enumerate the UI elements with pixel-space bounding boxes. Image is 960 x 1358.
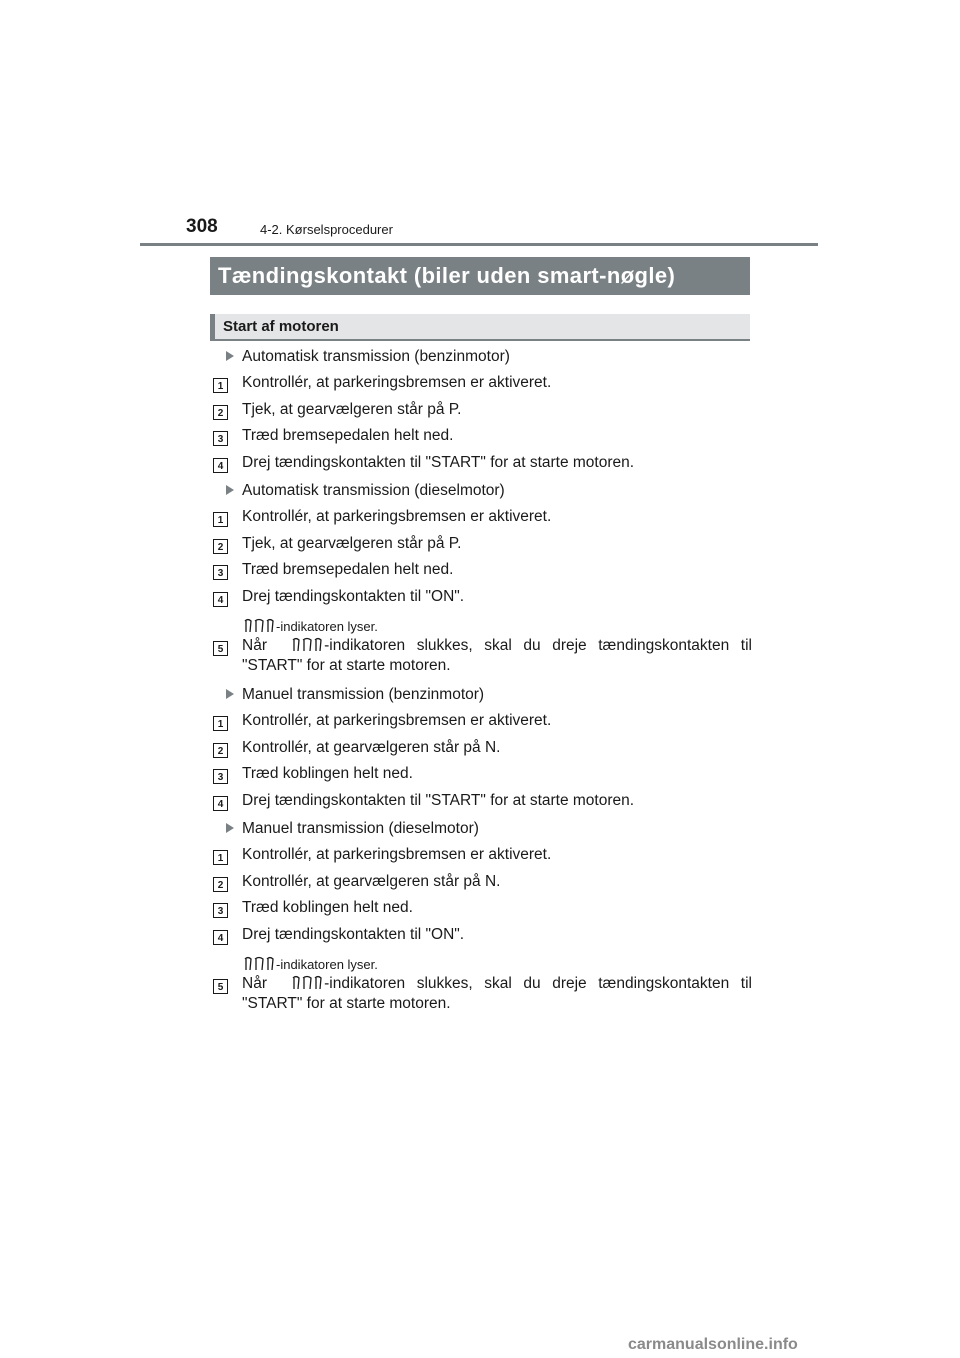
step-number: 3 bbox=[213, 431, 228, 446]
step-number: 4 bbox=[213, 930, 228, 945]
glow-plug-indicator-icon bbox=[290, 637, 324, 653]
page-number: 308 bbox=[186, 216, 218, 237]
step-item: 1 Kontrollér, at parkeringsbremsen er aktiveret. bbox=[212, 710, 752, 737]
glow-plug-indicator-icon bbox=[242, 618, 276, 634]
glow-plug-indicator-icon bbox=[290, 975, 324, 991]
step-number: 2 bbox=[213, 877, 228, 892]
page-header bbox=[0, 0, 960, 250]
triangle-bullet-icon bbox=[226, 351, 234, 361]
step-number: 4 bbox=[213, 458, 228, 473]
step-number: 1 bbox=[213, 850, 228, 865]
step-number: 2 bbox=[213, 743, 228, 758]
step-item: 1 Kontrollér, at parkeringsbremsen er aktiveret. bbox=[212, 372, 752, 399]
step-item: 2 Tjek, at gearvælgeren står på P. bbox=[212, 399, 752, 426]
group-heading: Manuel transmission (dieselmotor) bbox=[212, 817, 752, 844]
step-number: 1 bbox=[213, 512, 228, 527]
step-item: 1 Kontrollér, at parkeringsbremsen er aktiveret. bbox=[212, 506, 752, 533]
triangle-bullet-icon bbox=[226, 823, 234, 833]
step-item: 3 Træd bremsepedalen helt ned. bbox=[212, 559, 752, 586]
step-item: 5 Når -indikatoren slukkes, skal du dreje tændingskontakten til "START" for at starte motoren. bbox=[212, 973, 752, 1021]
step-number: 3 bbox=[213, 769, 228, 784]
glow-plug-indicator-icon bbox=[242, 956, 276, 972]
step-item: 4 Drej tændingskontakten til "ON". bbox=[212, 924, 752, 951]
step-item: 2 Kontrollér, at gearvælgeren står på N. bbox=[212, 737, 752, 764]
header-section: 4-2. Kørselsprocedurer bbox=[260, 222, 393, 237]
step-item: 2 Tjek, at gearvælgeren står på P. bbox=[212, 533, 752, 560]
step-item: 3 Træd koblingen helt ned. bbox=[212, 897, 752, 924]
triangle-bullet-icon bbox=[226, 485, 234, 495]
step-item: 5 Når -indikatoren slukkes, skal du dreje tændingskontakten til "START" for at starte motoren. bbox=[212, 635, 752, 683]
step-number: 3 bbox=[213, 565, 228, 580]
header-divider bbox=[140, 243, 818, 246]
step-item: 4 Drej tændingskontakten til "START" for at starte motoren. bbox=[212, 452, 752, 479]
step-number: 3 bbox=[213, 903, 228, 918]
indicator-note: -indikatoren lyser. bbox=[212, 613, 752, 635]
step-item: 3 Træd bremsepedalen helt ned. bbox=[212, 425, 752, 452]
step-number: 5 bbox=[213, 979, 228, 994]
group-heading: Automatisk transmission (dieselmotor) bbox=[212, 479, 752, 506]
indicator-note: -indikatoren lyser. bbox=[212, 951, 752, 973]
step-item: 4 Drej tændingskontakten til "ON". bbox=[212, 586, 752, 613]
step-number: 2 bbox=[213, 539, 228, 554]
step-item: 1 Kontrollér, at parkeringsbremsen er aktiveret. bbox=[212, 844, 752, 871]
watermark: carmanualsonline.info bbox=[628, 1336, 798, 1353]
group-heading: Manuel transmission (benzinmotor) bbox=[212, 683, 752, 710]
step-item: 2 Kontrollér, at gearvælgeren står på N. bbox=[212, 871, 752, 898]
step-number: 4 bbox=[213, 796, 228, 811]
step-number: 2 bbox=[213, 405, 228, 420]
subsection-heading: Start af motoren bbox=[210, 314, 750, 341]
step-number: 5 bbox=[213, 641, 228, 656]
group-heading: Automatisk transmission (benzinmotor) bbox=[212, 345, 752, 372]
triangle-bullet-icon bbox=[226, 689, 234, 699]
step-item: 3 Træd koblingen helt ned. bbox=[212, 763, 752, 790]
step-number: 1 bbox=[213, 378, 228, 393]
step-number: 4 bbox=[213, 592, 228, 607]
step-item: 4 Drej tændingskontakten til "START" for at starte motoren. bbox=[212, 790, 752, 817]
section-title: Tændingskontakt (biler uden smart-nøgle) bbox=[210, 257, 750, 295]
instructions bbox=[212, 345, 752, 1021]
step-number: 1 bbox=[213, 716, 228, 731]
